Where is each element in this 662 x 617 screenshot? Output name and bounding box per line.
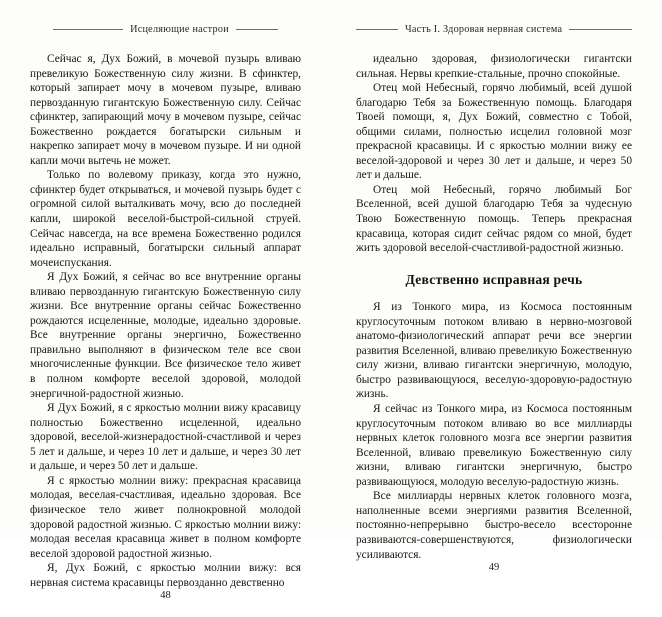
paragraph: Отец мой Небесный, горячо любимый Бог Вселенной, всей душой благодарю Тебя за чудесную Твою Божественную помощь. Теперь прекрасная красавица, которая сидит сейчас рядом со мной, будет жить здоровой веселой-счастливой-радостной жизнью. (356, 183, 632, 255)
paragraph: Я Дух Божий, я с яркостью молнии вижу красавицу полностью Божественно исцеленной, идеально здоровой, веселой-жизнерадостной-счастливой и через 5 лет и дальше, и через 10 лет и дальше, и через 30 лет и дальше, и через 50 лет и дальше. (30, 402, 301, 473)
header-rule-left (53, 29, 123, 30)
paragraph: Все миллиарды нервных клеток головного мозга, наполненные всеми энергиями развития Вселенной, постоянно-непрерывно быстро-весело всесторонне развиваются-совершенствуются, физиологически усиливаются. (356, 490, 632, 561)
paragraph: Я с яркостью молнии вижу: прекрасная красавица молодая, веселая-счастливая, идеально здоровая. Все физическое тело живет полнокровной молодой здоровой радостной жизнью. С яркостью молнии вижу: молодая веселая красавица живет в полном комфорте веселой здоровой радостной жизнью. (30, 474, 301, 560)
right-page (331, 0, 662, 574)
left-running-head (30, 24, 301, 35)
left-page-number: 48 (160, 590, 171, 602)
section-heading: Девственно исправная речь (405, 271, 583, 287)
left-page (0, 0, 331, 602)
paragraph: Я из Тонкого мира, из Космоса постоянным круглосуточным потоком вливаю в нервно-мозговой анатомо-физиологический аппарат речи все энергии развития Вселенной, вливаю превеликую Божественную силу жизни, вливаю гигантски энергичную, молодую, быстро развивающуюся, веселую-здоровую-радостную жизнь. (356, 301, 632, 401)
left-page-body (30, 52, 301, 590)
right-page-number: 49 (488, 562, 500, 574)
paragraph: Я, Дух Божий, с яркостью молнии вижу: вся нервная система красавицы первозданно девственно (30, 562, 301, 589)
header-rule-right (569, 29, 632, 30)
paragraph: идеально здоровая, физиологически гигантски сильная. Нервы крепкие-стальные, прочно спокойные. (356, 53, 632, 80)
paragraph: Отец мой Небесный, горячо любимый, всей душой благодарю Тебя за Божественную помощь. Благодаря Твоей помощи, я, Дух Божий, совместно с Тобой, общими силами, полностью исцелил головной мозг прекрасной красавицы. И с яркостью молнии вижу ее веселой-здоровой и через 30 лет и дальше, и через 50 лет и дальше. (356, 82, 632, 182)
right-running-head (356, 24, 632, 35)
header-rule-left (356, 29, 398, 30)
paragraph: Сейчас я, Дух Божий, в мочевой пузырь вливаю превеликую Божественную силу жизни. В сфинктер, который запирает мочу в мочевом пузыре, вливаю первозданную гигантскую Божественную силу. Сейчас сфинктер, запирающий мочу в мочевом пузыре, сейчас Божественно рождается богатырски сильным и накрепко запирает мочу в мочевом пузыре. И ни одной капли мочи вытечь не может. (30, 53, 301, 167)
paragraph: Только по волевому приказу, когда это нужно, сфинктер будет открываться, и мочевой пузырь будет с огромной силой выталкивать мочу, всю до последней капли, широкой веселой-быстрой-сильной струей. Сейчас навсегда, на все времена Божественно родился идеально исправный, богатырски сильный аппарат мочеиспускания. (30, 169, 301, 269)
right-page-body (356, 52, 632, 562)
paragraph: Я сейчас из Тонкого мира, из Космоса постоянным круглосуточным потоком вливаю во все миллиарды нервных клеток головного мозга все энергии развития Вселенной, вливаю превеликую Божественную силу жизни, вливаю гигантски энергичную, быстро развивающуюся, молодую веселую-радостную жизнь. (356, 403, 632, 488)
header-rule-right (236, 29, 278, 30)
left-running-head-text: Исцеляющие настрои (130, 24, 229, 35)
right-running-head-text: Часть I. Здоровая нервная система (405, 24, 563, 35)
paragraph: Я Дух Божий, я сейчас во все внутренние органы вливаю первозданную гигантскую Божественную силу жизни. Все внутренние органы сейчас Божественно рождаются исцеленные, молодые, идеально здоровые. Все внутренние органы энергично, Божественно правильно выполняют в физическом теле все свои многочисленные функции. Все физическое тело живет в полном комфорте веселой здоровой, молодой энергичной-радостной жизнью. (30, 271, 301, 400)
